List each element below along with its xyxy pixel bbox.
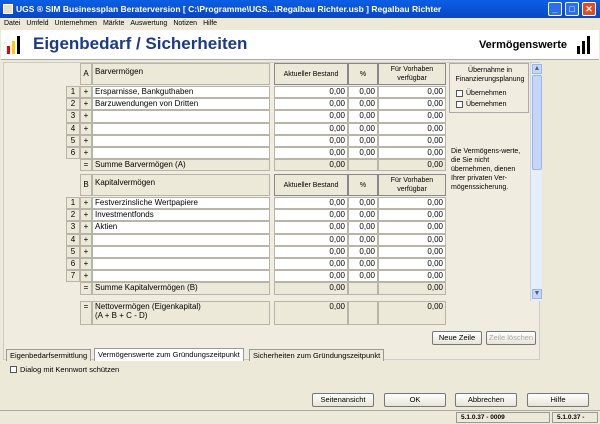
ok-button[interactable]: OK [384, 393, 446, 407]
bestand-input[interactable]: 0,00 [274, 110, 348, 122]
abbrechen-button[interactable]: Abbrechen [455, 393, 517, 407]
row-number: 5 [66, 246, 80, 258]
row-number: 6 [66, 258, 80, 270]
netto-bestand: 0,00 [274, 301, 348, 325]
bar-chart-icon [577, 34, 591, 54]
netto-percent [348, 301, 378, 325]
uebernahme-title: Übernahme in Finanzierungsplanung [455, 67, 525, 83]
sum-vorhaben: 0,00 [378, 159, 446, 171]
vorhaben-input[interactable]: 0,00 [378, 209, 446, 221]
row-label-input[interactable] [92, 123, 270, 135]
tab-eigenbedarf[interactable]: Eigenbedarfsermittlung [6, 349, 91, 361]
row-number: 2 [66, 98, 80, 110]
vermoegen-table [3, 62, 540, 360]
scroll-thumb[interactable] [532, 75, 542, 170]
uebernehmen-checkbox[interactable] [456, 101, 463, 108]
vorhaben-input[interactable]: 0,00 [378, 258, 446, 270]
col-header-vorhaben: Für Vorhaben verfügbar [378, 63, 446, 85]
bestand-input[interactable]: 0,00 [274, 147, 348, 159]
bestand-input[interactable]: 0,00 [274, 123, 348, 135]
row-number: 4 [66, 123, 80, 135]
menu-hilfe[interactable]: Hilfe [203, 20, 218, 27]
netto-label-line1: Nettovermögen (Eigenkapital) [95, 302, 201, 311]
row-number: 5 [66, 135, 80, 147]
row-number: 4 [66, 234, 80, 246]
percent-input[interactable]: 0,00 [348, 197, 378, 209]
title-bar [0, 0, 600, 18]
plus-sign: + [80, 110, 92, 122]
bar-chart-icon [7, 34, 21, 54]
vorhaben-input[interactable]: 0,00 [378, 123, 446, 135]
plus-sign: + [80, 221, 92, 233]
bestand-input[interactable]: 0,00 [274, 221, 348, 233]
vorhaben-input[interactable]: 0,00 [378, 221, 446, 233]
percent-input[interactable]: 0,00 [348, 86, 378, 98]
vorhaben-input[interactable]: 0,00 [378, 98, 446, 110]
hilfe-button[interactable]: Hilfe [527, 393, 589, 407]
bestand-input[interactable]: 0,00 [274, 270, 348, 282]
page-title: Eigenbedarf / Sicherheiten [33, 34, 248, 53]
col-header-vorhaben: Für Vorhaben verfügbar [378, 174, 446, 196]
kennwort-label: Dialog mit Kennwort schützen [20, 365, 120, 374]
percent-input[interactable]: 0,00 [348, 246, 378, 258]
sum-bestand: 0,00 [274, 282, 348, 294]
uebernehmen-label: Übernehmen [466, 101, 507, 108]
vorhaben-input[interactable]: 0,00 [378, 197, 446, 209]
uebernahme-box [449, 63, 529, 113]
percent-input[interactable]: 0,00 [348, 110, 378, 122]
equals-sign: = [80, 159, 92, 171]
row-label-input[interactable] [92, 234, 270, 246]
percent-input[interactable]: 0,00 [348, 270, 378, 282]
bestand-input[interactable]: 0,00 [274, 135, 348, 147]
col-header-bestand: Aktueller Bestand [274, 63, 348, 85]
col-header-percent: % [348, 63, 378, 85]
maximize-button[interactable]: □ [565, 2, 579, 16]
netto-label [92, 301, 270, 325]
netto-label-line2: (A + B + C - D) [95, 311, 148, 320]
sum-label: Summe Kapitalvermögen (B) [92, 282, 270, 294]
menu-maerkte[interactable]: Märkte [102, 20, 125, 27]
vorhaben-input[interactable]: 0,00 [378, 147, 446, 159]
window-title: UGS ® SIM Businessplan Beraterversion [ C:\Programme\UGS...\Regalbau Richter.usb ] Regalbau Richter [16, 4, 442, 14]
row-number: 3 [66, 221, 80, 233]
percent-input[interactable]: 0,00 [348, 135, 378, 147]
plus-sign: + [80, 209, 92, 221]
section-letter: A [80, 63, 92, 85]
vorhaben-input[interactable]: 0,00 [378, 270, 446, 282]
bestand-input[interactable]: 0,00 [274, 98, 348, 110]
minimize-button[interactable]: _ [548, 2, 562, 16]
plus-sign: + [80, 270, 92, 282]
uebernehmen-label: Übernehmen [466, 90, 507, 97]
menu-unternehmen[interactable]: Unternehmen [54, 20, 97, 27]
percent-input[interactable]: 0,00 [348, 147, 378, 159]
vorhaben-input[interactable]: 0,00 [378, 234, 446, 246]
row-number: 7 [66, 270, 80, 282]
row-label-input[interactable] [92, 258, 270, 270]
plus-sign: + [80, 234, 92, 246]
version-status: 5.1.0.37 - [552, 412, 598, 423]
sum-percent [348, 159, 378, 171]
menu-datei[interactable]: Datei [4, 20, 21, 27]
section-title: Barvermögen [92, 63, 270, 85]
percent-input[interactable]: 0,00 [348, 234, 378, 246]
plus-sign: + [80, 258, 92, 270]
section-letter: B [80, 174, 92, 196]
app-icon [3, 4, 13, 14]
tab-sicherheiten[interactable]: Sicherheiten zum Gründungszeitpunkt [249, 349, 384, 361]
percent-input[interactable]: 0,00 [348, 123, 378, 135]
row-label-input[interactable]: Investmentfonds [92, 209, 270, 221]
plus-sign: + [80, 197, 92, 209]
bestand-input[interactable]: 0,00 [274, 234, 348, 246]
sum-bestand: 0,00 [274, 159, 348, 171]
plus-sign: + [80, 123, 92, 135]
sum-vorhaben: 0,00 [378, 282, 446, 294]
vorhaben-input[interactable]: 0,00 [378, 135, 446, 147]
sum-label: Summe Barvermögen (A) [92, 159, 270, 171]
status-bar [0, 410, 600, 424]
percent-input[interactable]: 0,00 [348, 221, 378, 233]
plus-sign: + [80, 135, 92, 147]
plus-sign: + [80, 147, 92, 159]
menu-bar [0, 18, 600, 29]
equals-sign: = [80, 301, 92, 325]
col-header-bestand: Aktueller Bestand [274, 174, 348, 196]
zeile-loeschen-button[interactable]: Zeile löschen [486, 331, 536, 345]
page-header [1, 30, 599, 60]
equals-sign: = [80, 282, 92, 294]
plus-sign: + [80, 98, 92, 110]
bestand-input[interactable]: 0,00 [274, 246, 348, 258]
menu-notizen[interactable]: Notizen [173, 20, 198, 27]
neue-zeile-button[interactable]: Neue Zeile [432, 331, 482, 345]
netto-vorhaben: 0,00 [378, 301, 446, 325]
row-label-input[interactable]: Aktien [92, 221, 270, 233]
menu-umfeld[interactable]: Umfeld [26, 20, 49, 27]
plus-sign: + [80, 246, 92, 258]
row-label-input[interactable] [92, 135, 270, 147]
scroll-up-icon[interactable]: ▲ [533, 65, 541, 72]
private-note: Die Vermögens-werte, die Sie nicht übernehmen, dienen Ihrer privaten Ver-mögenssicherung. [451, 148, 521, 191]
sum-percent [348, 282, 378, 294]
menu-auswertung[interactable]: Auswertung [130, 20, 168, 27]
seitenansicht-button[interactable]: Seitenansicht [312, 393, 374, 407]
vorhaben-input[interactable]: 0,00 [378, 110, 446, 122]
tab-vermoegenswerte[interactable]: Vermögenswerte zum Gründungszeitpunkt [94, 348, 244, 361]
version-status: 5.1.0.37 - 0009 [456, 412, 550, 423]
bestand-input[interactable]: 0,00 [274, 258, 348, 270]
scroll-down-icon[interactable]: ▼ [533, 290, 541, 297]
percent-input[interactable]: 0,00 [348, 98, 378, 110]
row-label-input[interactable]: Ersparnisse, Bankguthaben [92, 86, 270, 98]
row-number: 1 [66, 86, 80, 98]
row-label-input[interactable]: Festverzinsliche Wertpapiere [92, 197, 270, 209]
row-number: 1 [66, 197, 80, 209]
percent-input[interactable]: 0,00 [348, 209, 378, 221]
plus-sign: + [80, 86, 92, 98]
vorhaben-input[interactable]: 0,00 [378, 86, 446, 98]
row-label-input[interactable]: Barzuwendungen von Dritten [92, 98, 270, 110]
uebernehmen-checkbox[interactable] [456, 90, 463, 97]
vorhaben-input[interactable]: 0,00 [378, 246, 446, 258]
percent-input[interactable]: 0,00 [348, 258, 378, 270]
section-title: Kapitalvermögen [92, 174, 270, 196]
row-label-input[interactable] [92, 147, 270, 159]
vertical-scrollbar[interactable] [530, 63, 542, 301]
row-number: 6 [66, 147, 80, 159]
row-label-input[interactable] [92, 270, 270, 282]
row-number: 2 [66, 209, 80, 221]
row-number: 3 [66, 110, 80, 122]
close-button[interactable]: ✕ [582, 2, 596, 16]
bestand-input[interactable]: 0,00 [274, 86, 348, 98]
kennwort-checkbox[interactable] [10, 366, 17, 373]
bestand-input[interactable]: 0,00 [274, 197, 348, 209]
col-header-percent: % [348, 174, 378, 196]
section-title: Vermögenswerte [478, 39, 567, 51]
bestand-input[interactable]: 0,00 [274, 209, 348, 221]
row-label-input[interactable] [92, 110, 270, 122]
row-label-input[interactable] [92, 246, 270, 258]
